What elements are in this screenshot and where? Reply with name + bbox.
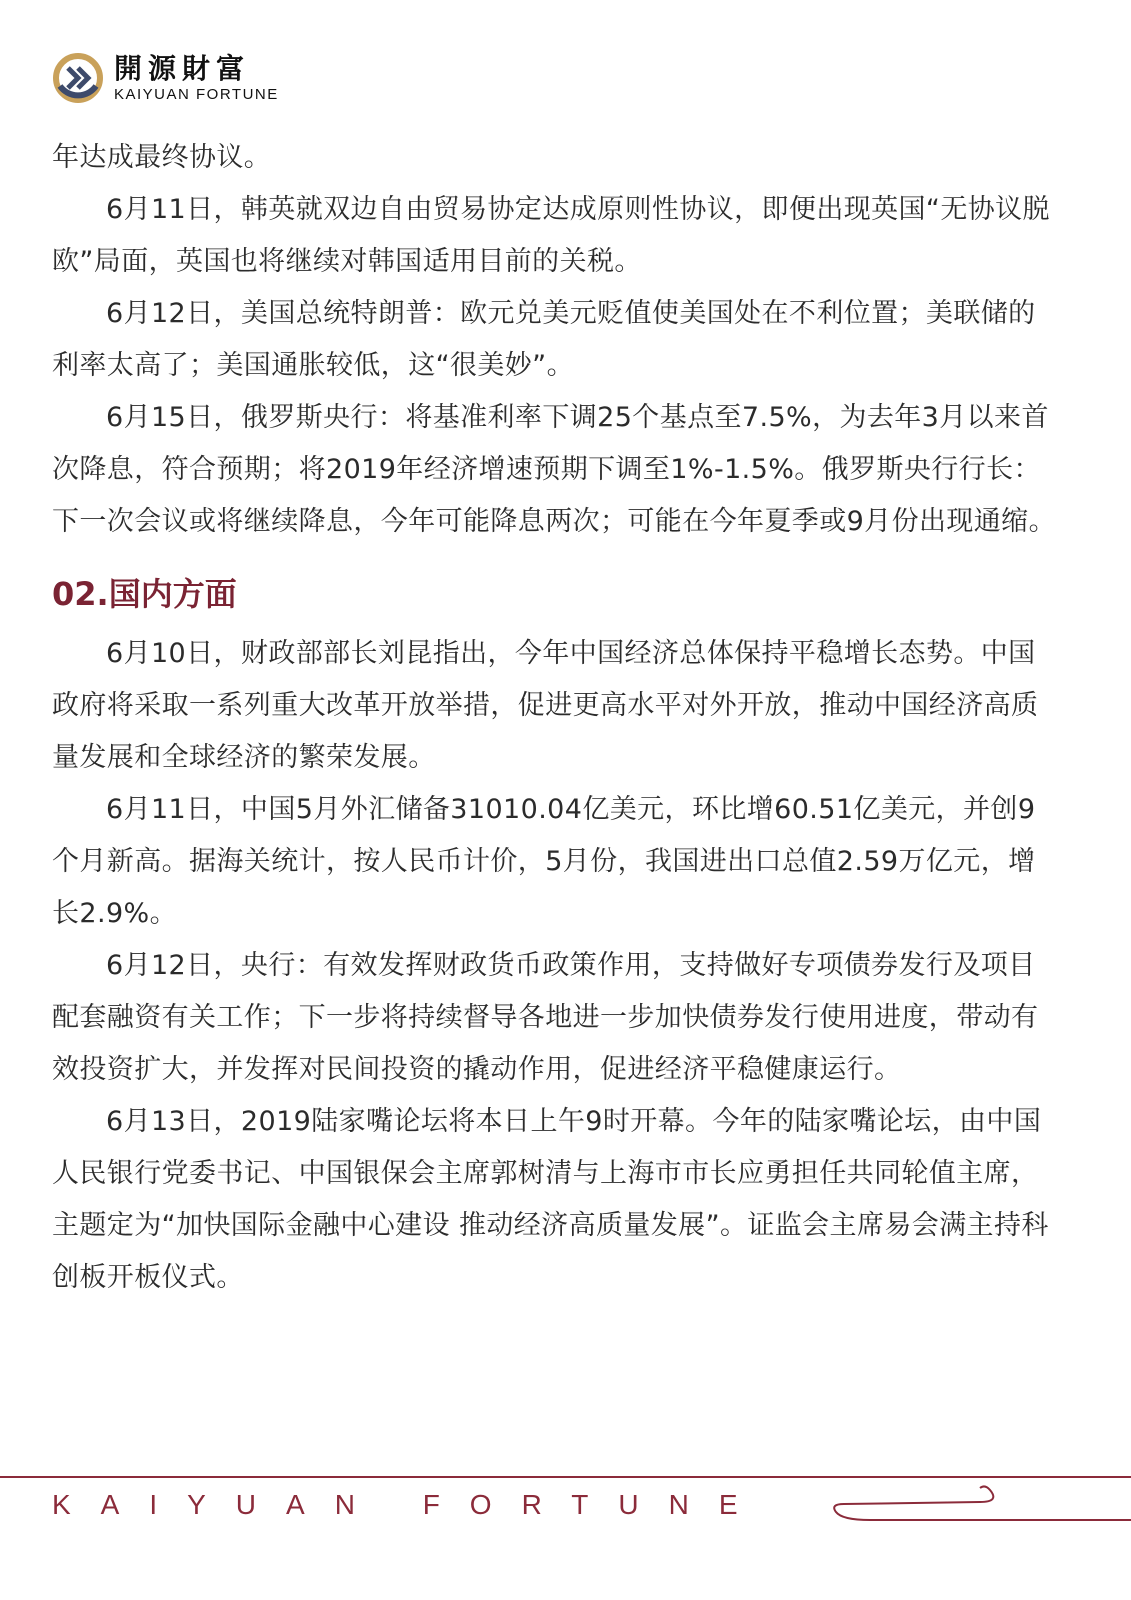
paragraph: 6月13日，2019陆家嘴论坛将本日上午9时开幕。今年的陆家嘴论坛，由中国人民银行党委书记、中国银保会主席郭树清与上海市市长应勇担任共同轮值主席，主题定为“加快国际金融中心建设 推动经济高质量发展”。证监会主席易会满主持科创板开板仪式。 (52, 1106, 1049, 1293)
paragraph: 6月11日，韩英就双边自由贸易协定达成原则性协议，即便出现英国“无协议脱欧”局面，英国也将继续对韩国适用目前的关税。 (52, 194, 1050, 277)
section-heading: 02.国内方面 (52, 575, 237, 613)
kaiyuan-logo-icon (52, 52, 104, 104)
logo-english-name: KAIYUAN FORTUNE (114, 86, 279, 103)
footer-divider (0, 1476, 1131, 1478)
article-body (52, 132, 1062, 1304)
paragraph: 6月12日，美国总统特朗普：欧元兑美元贬值使美国处在不利位置；美联储的利率太高了；美国通胀较低，这“很美妙”。 (52, 298, 1036, 381)
footer (0, 1460, 1131, 1540)
paragraph: 6月11日，中国5月外汇储备31010.04亿美元，环比增60.51亿美元，并创9个月新高。据海关统计，按人民币计价，5月份，我国进出口总值2.59万亿元，增长2.9%。 (52, 794, 1036, 929)
footer-ribbon-decoration (830, 1480, 1131, 1524)
paragraph: 6月10日，财政部部长刘昆指出，今年中国经济总体保持平稳增长态势。中国政府将采取一系列重大改革开放举措，促进更高水平对外开放，推动中国经济高质量发展和全球经济的繁荣发展。 (52, 638, 1039, 773)
paragraph: 年达成最终协议。 (52, 142, 272, 173)
logo-chinese-name: 開源財富 (114, 52, 251, 85)
paragraph: 6月15日，俄罗斯央行：将基准利率下调25个基点至7.5%，为去年3月以来首次降息，符合预期；将2019年经济增速预期下调至1%-1.5%。俄罗斯央行行长：下一次会议或将继续降息，今年可能降息两次；可能在今年夏季或9月份出现通缩。 (52, 402, 1056, 537)
footer-brand-text: KAIYUAN FORTUNE (52, 1489, 768, 1520)
paragraph: 6月12日，央行：有效发挥财政货币政策作用，支持做好专项债券发行及项目配套融资有关工作；下一步将持续督导各地进一步加快债券发行使用进度，带动有效投资扩大，并发挥对民间投资的撬动作用，促进经济平稳健康运行。 (52, 950, 1039, 1085)
header (52, 52, 352, 108)
